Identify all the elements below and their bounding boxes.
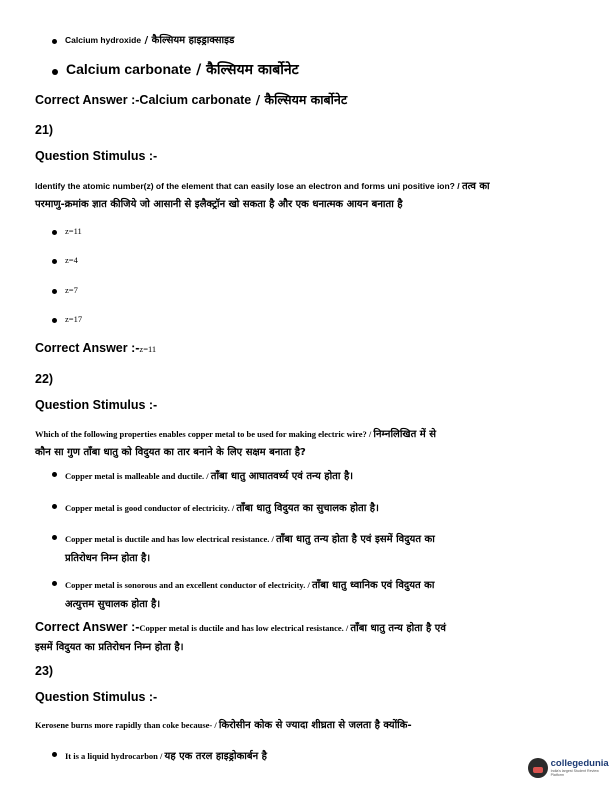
option-ductile-low-resistance bbox=[52, 529, 562, 567]
correct-answer-22 bbox=[35, 618, 580, 656]
option-text-hi: यह एक तरल हाइड्रोकार्बन है bbox=[164, 751, 267, 762]
correct-answer-value-en: Calcium carbonate bbox=[139, 93, 252, 107]
option-text: z=7 bbox=[65, 285, 78, 295]
option-z4 bbox=[52, 253, 78, 267]
question-number-22: 22) bbox=[35, 372, 54, 386]
option-text-hi: ताँबा धातु विदुयत का सुचालक होता है। bbox=[236, 503, 379, 514]
bullet-icon bbox=[52, 69, 58, 75]
bullet-icon bbox=[52, 752, 57, 757]
question-text-hi-line2: कौन सा गुण ताँबा धातु को विदुयत का तार बनाने के लिए सक्षम बनाता है? bbox=[35, 447, 306, 458]
option-calcium-hydroxide bbox=[52, 33, 234, 48]
question-text-hi: किरोसीन कोक से ज्यादा शीघ्रता से जलता है क्योंकि- bbox=[218, 720, 412, 731]
logo-name: collegedunia bbox=[550, 758, 609, 769]
option-good-conductor bbox=[52, 498, 562, 516]
owl-mascot-icon bbox=[528, 758, 548, 778]
correct-answer-label: Correct Answer :- bbox=[35, 341, 140, 355]
option-text-en: Copper metal is good conductor of electricity. / bbox=[65, 503, 237, 513]
question-22-text bbox=[35, 424, 580, 460]
bullet-icon bbox=[52, 259, 57, 264]
bullet-icon bbox=[52, 230, 57, 235]
option-calcium-carbonate bbox=[52, 59, 299, 80]
correct-answer-label: Correct Answer :- bbox=[35, 620, 140, 634]
question-text-hi: तत्व का bbox=[461, 181, 490, 192]
bullet-icon bbox=[52, 318, 57, 323]
option-text-en: Copper metal is malleable and ductile. / bbox=[65, 471, 211, 481]
option-text: z=17 bbox=[65, 314, 83, 324]
bullet-icon bbox=[52, 39, 57, 44]
correct-answer-value-hi-line2: इसमें विदुयत का प्रतिरोधन निम्न होता है। bbox=[35, 642, 184, 653]
question-23-text bbox=[35, 715, 412, 733]
question-text-hi: निम्नलिखित में से bbox=[373, 429, 436, 440]
option-text-en: Calcium hydroxide bbox=[65, 35, 142, 45]
option-text: z=4 bbox=[65, 255, 78, 265]
option-text-hi: ताँबा धातु आघातवर्ध्य एवं तन्य होता है। bbox=[210, 471, 354, 482]
option-text-en: It is a liquid hydrocarbon / bbox=[65, 751, 165, 761]
option-text-hi: / कैल्सियम हाइड्राक्साइड bbox=[141, 35, 235, 46]
option-text-hi: ताँबा धातु ध्वानिक एवं विदुयत का bbox=[311, 580, 435, 591]
bullet-icon bbox=[52, 472, 57, 477]
question-stimulus-label: Question Stimulus :- bbox=[35, 690, 158, 704]
correct-answer-value-hi: / कैल्सियम कार्बोनेट bbox=[251, 92, 348, 107]
question-text-en: Identify the atomic number(z) of the element that can easily lose an electron and forms uni positive ion? / bbox=[35, 181, 462, 191]
option-text-hi-line2: प्रतिरोधन निम्न होता है। bbox=[65, 553, 151, 564]
question-stimulus-label: Question Stimulus :- bbox=[35, 398, 158, 412]
option-text-en: Copper metal is sonorous and an excellent conductor of electricity. / bbox=[65, 580, 312, 590]
collegedunia-logo bbox=[528, 758, 612, 778]
bullet-icon bbox=[52, 535, 57, 540]
option-sonorous-conductor bbox=[52, 575, 562, 613]
correct-answer-label: Correct Answer :- bbox=[35, 93, 140, 107]
option-z17 bbox=[52, 312, 82, 326]
option-malleable-ductile bbox=[52, 466, 562, 484]
correct-answer-value-en: Copper metal is ductile and has low electrical resistance. / bbox=[139, 623, 351, 633]
logo-tagline: India's largest Student Review Platform bbox=[550, 769, 599, 777]
correct-answer-21 bbox=[35, 339, 156, 357]
option-z11 bbox=[52, 224, 82, 238]
option-text-en: Calcium carbonate bbox=[66, 61, 192, 77]
bullet-icon bbox=[52, 581, 57, 586]
option-text-hi-line2: अत्युत्तम सुचालक होता है। bbox=[65, 599, 161, 610]
question-number-23: 23) bbox=[35, 664, 54, 678]
bullet-icon bbox=[52, 289, 57, 294]
correct-answer-value-hi: ताँबा धातु तन्य होता है एवं bbox=[350, 623, 446, 634]
question-text-en: Which of the following properties enables copper metal to be used for making electric wire? / bbox=[35, 429, 374, 439]
question-text-en: Kerosene burns more rapidly than coke because- / bbox=[35, 720, 219, 730]
question-stimulus-label: Question Stimulus :- bbox=[35, 149, 158, 163]
option-text-hi: ताँबा धातु तन्य होता है एवं इसमें विदुयत का bbox=[275, 534, 435, 545]
question-text-hi-line2: परमाणु-क्रमांक ज्ञात कीजिये जो आसानी से इलैक्ट्रॉन खो सकता है और एक धनात्मक आयन बनाता है bbox=[35, 199, 403, 210]
option-text-en: Copper metal is ductile and has low electrical resistance. / bbox=[65, 534, 276, 544]
correct-answer-value: z=11 bbox=[139, 344, 157, 354]
question-number-21: 21) bbox=[35, 123, 54, 137]
option-text-hi: / कैल्सियम कार्बोनेट bbox=[191, 62, 299, 78]
option-z7 bbox=[52, 283, 78, 297]
option-liquid-hydrocarbon bbox=[52, 746, 267, 764]
option-text: z=11 bbox=[65, 226, 82, 236]
correct-answer-prev bbox=[35, 91, 347, 108]
question-21-text bbox=[35, 176, 580, 212]
bullet-icon bbox=[52, 504, 57, 509]
